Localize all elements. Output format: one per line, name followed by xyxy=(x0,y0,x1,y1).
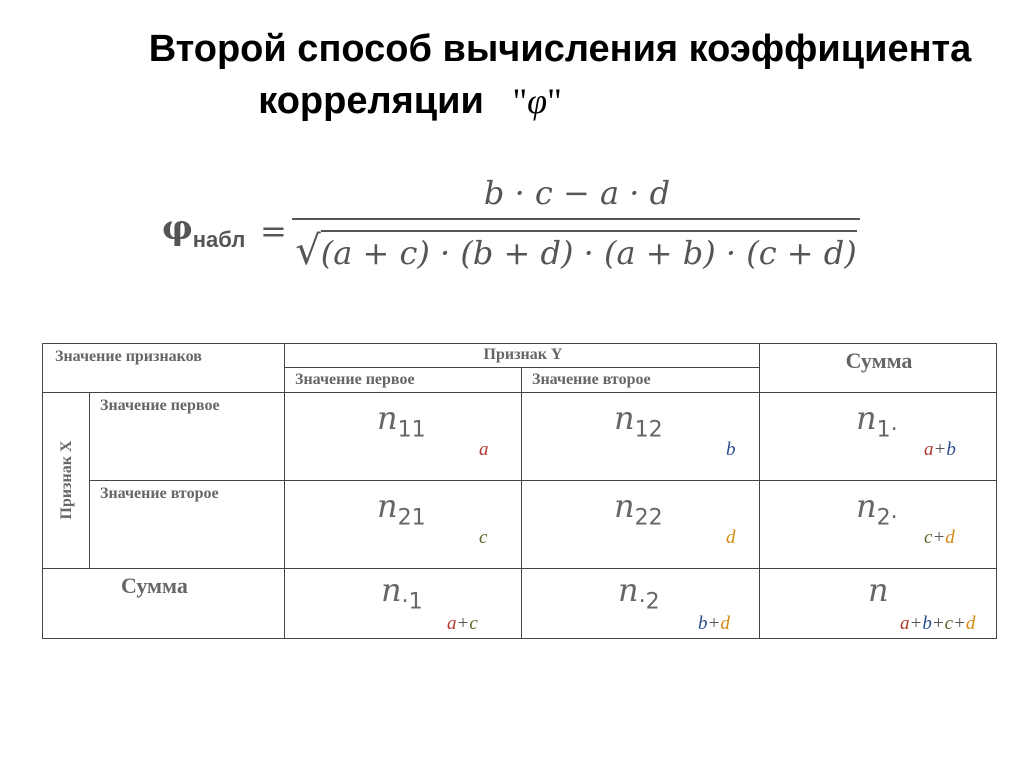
fraction-bar xyxy=(292,218,860,220)
header-y: Признак Y xyxy=(483,346,563,363)
cell-n21 xyxy=(284,480,522,569)
formula-lhs: $\varphi_{набл}$ xyxy=(162,208,246,252)
sum-b-plus-d: b+d xyxy=(698,613,730,634)
header-value-second-cell xyxy=(521,367,760,393)
header-features: Значение признаков xyxy=(55,348,202,365)
cell-n2dot xyxy=(759,480,997,569)
slide-title-line2 xyxy=(60,80,760,123)
row-group-x-cell xyxy=(42,392,90,569)
cell-ndot2 xyxy=(521,568,760,639)
n1dot-symbol: $n_{1\cdot}$ xyxy=(856,399,898,443)
header-sum: Сумма xyxy=(845,348,913,373)
sum-a-plus-c: a+c xyxy=(447,613,478,634)
n11-symbol: $n_{11}$ xyxy=(377,399,426,443)
label-a: a xyxy=(479,439,489,460)
phi-formula xyxy=(162,170,872,290)
sum-a-plus-b: a+b xyxy=(924,439,956,460)
formula-numerator: b · c − a · d xyxy=(483,174,671,212)
header-sum-cell xyxy=(759,343,997,393)
cell-ndot1 xyxy=(284,568,522,639)
header-value-second: Значение второе xyxy=(532,371,651,388)
header-y-cell xyxy=(284,343,760,368)
cell-n12 xyxy=(521,392,760,481)
label-d: d xyxy=(726,527,736,548)
cell-ntotal xyxy=(759,568,997,639)
row-value-first-cell xyxy=(89,392,285,481)
row-value-second-cell xyxy=(89,480,285,569)
header-value-first-cell xyxy=(284,367,522,393)
row-sum: Сумма xyxy=(121,573,188,598)
header-features-cell xyxy=(42,343,285,393)
cell-n1dot xyxy=(759,392,997,481)
contingency-table xyxy=(42,343,997,639)
phi-symbol-quoted: "φ" xyxy=(512,81,562,121)
sqrt-icon: √ xyxy=(295,228,321,274)
formula-equals: = xyxy=(260,212,287,250)
slide-title-line1: Второй способ вычисления коэффициента xyxy=(148,28,972,70)
n2dot-symbol: $n_{2\cdot}$ xyxy=(856,487,898,531)
sum-c-plus-d: c+d xyxy=(924,527,955,548)
label-b: b xyxy=(726,439,736,460)
sum-total: a+b+c+d xyxy=(900,613,976,634)
cell-n22 xyxy=(521,480,760,569)
formula-denominator: √(a + c) · (b + d) · (a + b) · (c + d) xyxy=(295,228,857,274)
n21-symbol: $n_{21}$ xyxy=(377,487,426,531)
row-value-second: Значение второе xyxy=(100,485,219,502)
row-group-x: Признак X xyxy=(58,440,75,520)
ndot1-symbol: $n_{\cdot 1}$ xyxy=(381,571,423,615)
n22-symbol: $n_{22}$ xyxy=(614,487,663,531)
title-word-correlation: корреляции xyxy=(258,80,484,122)
cell-n11 xyxy=(284,392,522,481)
header-value-first: Значение первое xyxy=(295,371,415,388)
n12-symbol: $n_{12}$ xyxy=(614,399,663,443)
row-sum-cell xyxy=(42,568,285,639)
ndot2-symbol: $n_{\cdot 2}$ xyxy=(618,571,660,615)
ntotal-symbol: n xyxy=(868,571,889,609)
row-value-first: Значение первое xyxy=(100,397,220,414)
label-c: c xyxy=(479,527,488,548)
